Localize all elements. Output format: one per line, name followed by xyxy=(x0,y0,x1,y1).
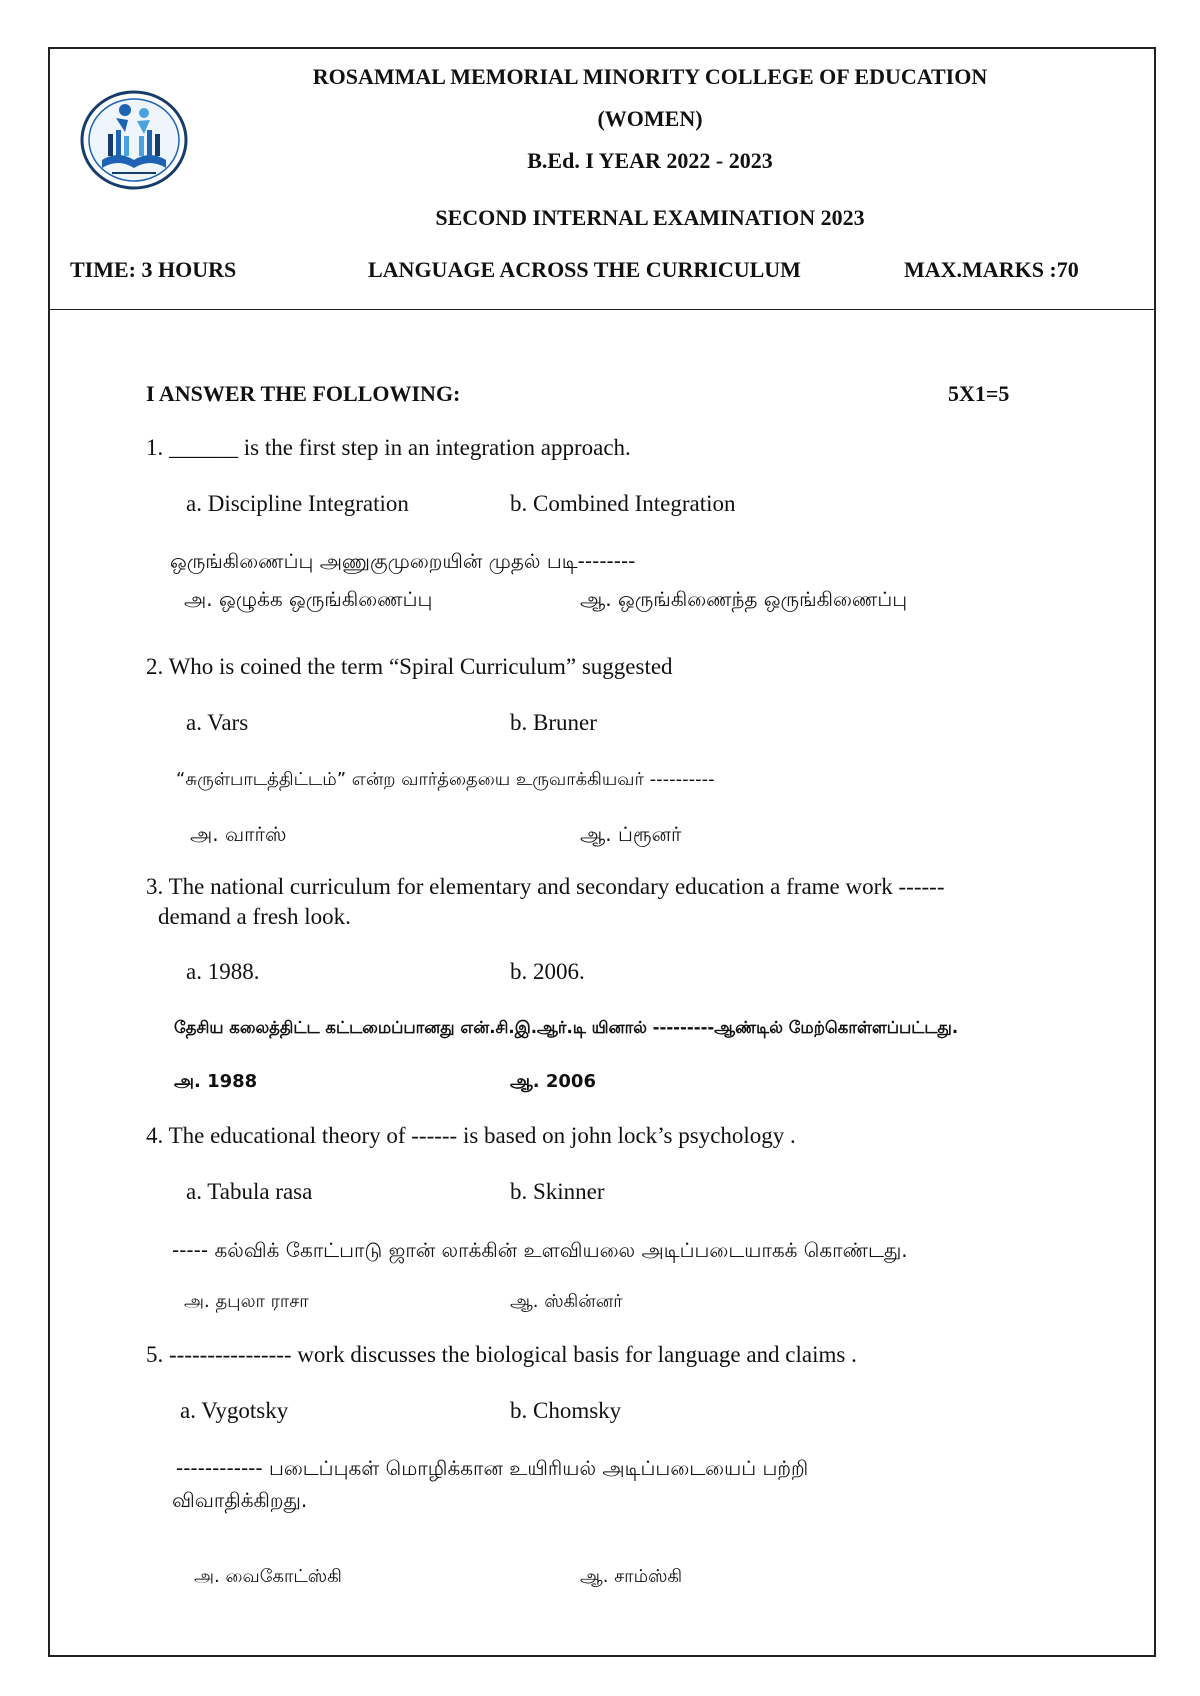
question-5-option-a: a. Vygotsky xyxy=(180,1398,289,1423)
question-2-option-b: b. Bruner xyxy=(510,710,597,735)
question-1-option-b: b. Combined Integration xyxy=(510,491,736,516)
question-2-tamil: “சுருள்பாடத்திட்டம்” என்ற வார்த்தையை உருவாக்கியவர் ---------- xyxy=(176,769,715,790)
college-subtitle: (WOMEN) xyxy=(597,106,703,131)
question-2: 2. Who is coined the term “Spiral Curriculum” suggested xyxy=(146,654,673,679)
question-4-tamil-option-a: அ. தபுலா ராசா xyxy=(184,1291,309,1312)
question-1-tamil-option-a: அ. ஒழுக்க ஒருங்கிணைப்பு xyxy=(184,587,433,611)
college-logo-icon xyxy=(78,88,190,192)
question-1: 1. ______ is the first step in an integration approach. xyxy=(146,435,631,460)
question-2-option-a: a. Vars xyxy=(186,710,249,735)
question-4-option-b: b. Skinner xyxy=(510,1179,605,1204)
question-4-tamil-option-b: ஆ. ஸ்கின்னர் xyxy=(510,1291,623,1312)
question-5: 5. ---------------- work discusses the biological basis for language and claims . xyxy=(146,1342,857,1367)
question-3-option-a: a. 1988. xyxy=(186,959,260,984)
question-3-option-b: b. 2006. xyxy=(510,959,585,984)
subject-title: LANGUAGE ACROSS THE CURRICULUM xyxy=(368,257,801,282)
question-5-tamil-option-a: அ. வைகோட்ஸ்கி xyxy=(194,1566,342,1587)
section-title: I ANSWER THE FOLLOWING: xyxy=(146,381,461,406)
question-5-option-b: b. Chomsky xyxy=(510,1398,622,1423)
college-name: ROSAMMAL MEMORIAL MINORITY COLLEGE OF EDUCATION xyxy=(312,64,988,89)
question-3-tamil-option-a: அ. 1988 xyxy=(174,1071,258,1092)
question-4: 4. The educational theory of ------ is based on john lock’s psychology . xyxy=(146,1123,796,1148)
question-3-tamil: தேசிய கலைத்திட்ட கட்டமைப்பானது என்.சி.இ.ஆர்.டி யினால் ---------ஆண்டில் மேற்கொள்ளப்பட்டது. xyxy=(174,1018,959,1037)
question-2-tamil-option-b: ஆ. ப்ரூனர் xyxy=(580,822,682,846)
question-3: 3. The national curriculum for elementary and secondary education a frame work ------ xyxy=(146,874,945,899)
question-3-continued: demand a fresh look. xyxy=(158,904,351,929)
question-4-option-a: a. Tabula rasa xyxy=(186,1179,313,1204)
question-2-tamil-option-a: அ. வார்ஸ் xyxy=(190,822,287,846)
question-1-tamil-option-b: ஆ. ஒருங்கிணைந்த ஒருங்கிணைப்பு xyxy=(580,587,908,611)
question-3-tamil-option-b: ஆ. 2006 xyxy=(510,1071,596,1092)
question-1-tamil: ஒருங்கிணைப்பு அணுகுமுறையின் முதல் படி-------- xyxy=(170,549,636,573)
exam-time: TIME: 3 HOURS xyxy=(70,257,237,282)
question-5-tamil: ------------ படைப்புகள் மொழிக்கான உயிரியல் அடிப்படையைப் பற்றி xyxy=(176,1456,809,1480)
question-5-tamil-continued: விவாதிக்கிறது. xyxy=(172,1488,308,1512)
exam-title: SECOND INTERNAL EXAMINATION 2023 xyxy=(435,205,865,230)
question-4-tamil: ----- கல்விக் கோட்பாடு ஜான் லாக்கின் உளவியலை அடிப்படையாகக் கொண்டது. xyxy=(172,1238,908,1262)
course-year: B.Ed. I YEAR 2022 - 2023 xyxy=(527,148,773,173)
section-marks: 5X1=5 xyxy=(948,381,1010,406)
question-5-tamil-option-b: ஆ. சாம்ஸ்கி xyxy=(580,1566,683,1587)
max-marks: MAX.MARKS :70 xyxy=(904,257,1079,282)
header-divider xyxy=(48,309,1156,310)
question-1-option-a: a. Discipline Integration xyxy=(186,491,409,516)
